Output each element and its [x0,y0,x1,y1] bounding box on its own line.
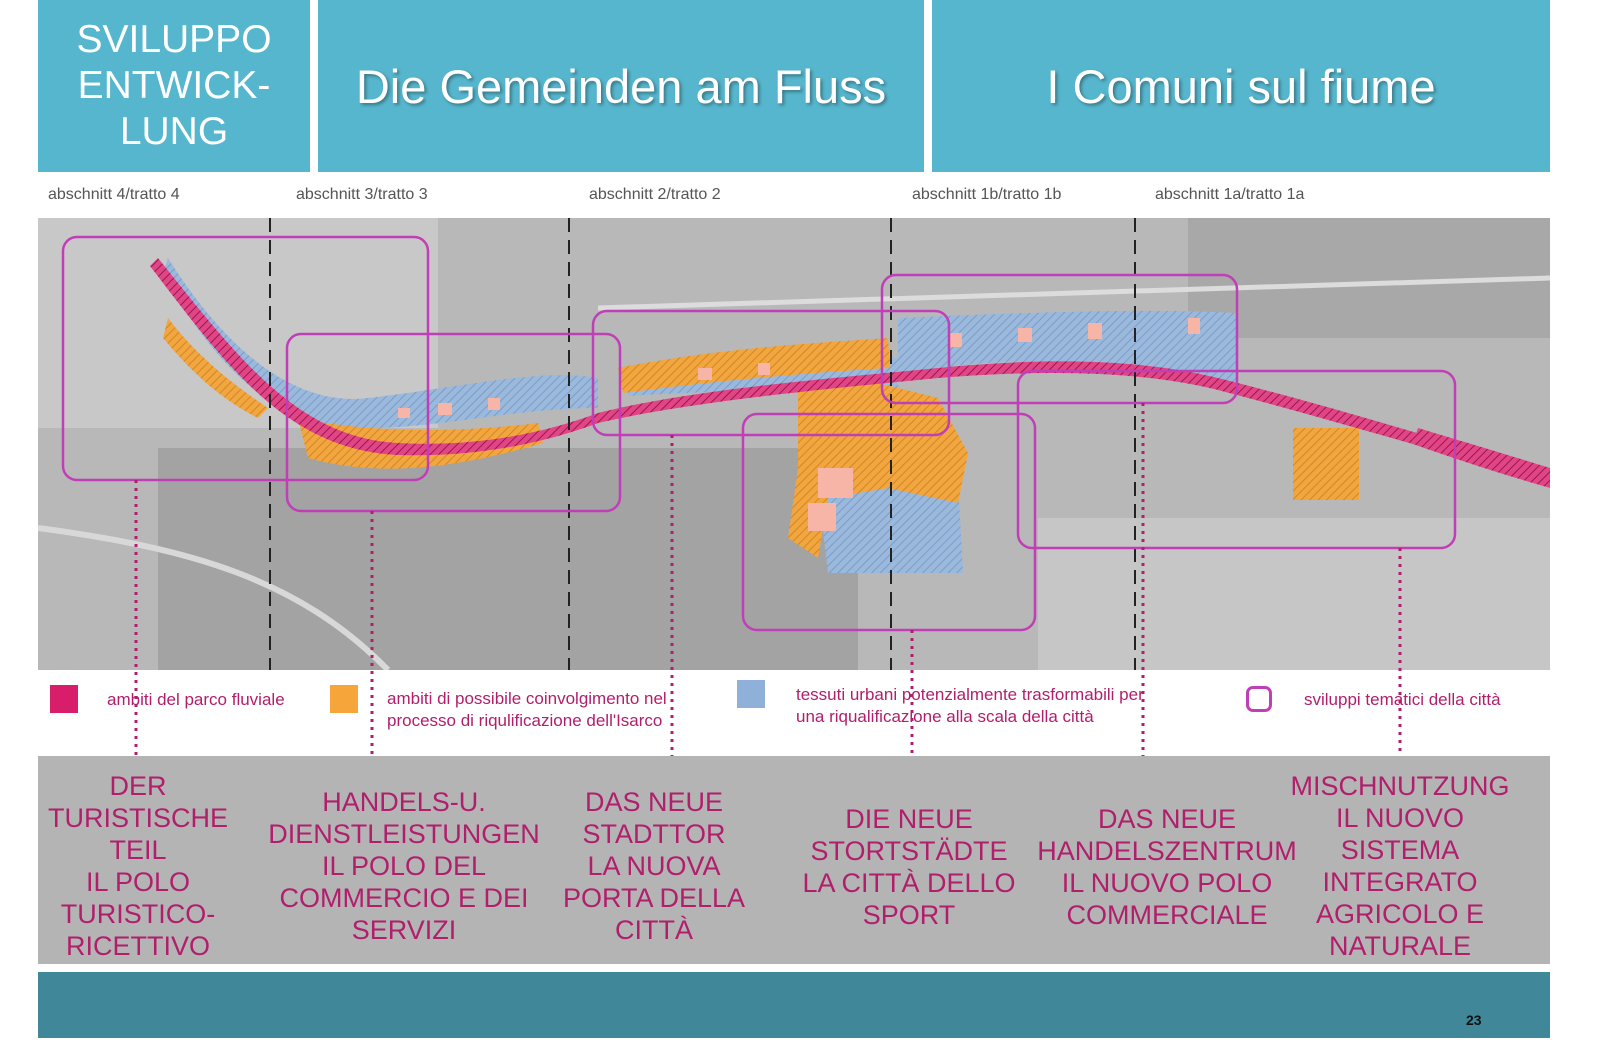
caption-line: RICETTIVO [65,931,210,961]
caption-line: CITTÀ [615,915,693,945]
caption-line: IL NUOVO POLO [1061,868,1273,898]
caption-line: SERVIZI [351,915,457,945]
legend-line: sviluppi tematici della città [1304,690,1501,709]
map-fields-se [1038,518,1550,670]
legend-line: processo di riqulificazione dell'Isarco [387,711,663,730]
building [698,368,712,380]
legend-swatch-involvement [330,685,358,713]
section-title-line-2: ENTWICK- [77,64,271,107]
aerial-map [38,218,1550,670]
building [438,403,452,415]
building [488,398,500,410]
building [758,363,770,375]
caption-line: IL POLO DEL [321,851,487,881]
building [1088,323,1102,339]
caption-line: DIE NEUE [845,804,973,834]
caption-sport [786,803,1032,931]
caption-line: HANDELS-U. [322,787,486,817]
title-italian-text: I Comuni sul fiume [1046,59,1436,113]
caption-line: DAS NEUE [1097,804,1237,834]
title-german [318,0,924,172]
legend-line: una riqualificazione alla scala della città [796,707,1094,726]
footer-bar [38,972,1550,1038]
building [818,468,853,498]
legend-label-urban-fabric [796,684,1144,728]
caption-line: COMMERCIALE [1066,900,1268,930]
caption-line: LA CITTÀ DELLO [802,868,1016,898]
caption-line: STORTSTÄDTE [810,836,1008,866]
legend-swatch-river-park [50,685,78,713]
involvement-area-east [1293,428,1359,500]
section-label-2: abschnitt 2/tratto 2 [589,186,721,203]
title-italian [932,0,1550,172]
caption-shopping [1020,803,1314,931]
caption-line: HANDELSZENTRUM [1037,836,1297,866]
section-title-line-3: LUNG [119,110,229,153]
legend-line: ambiti del parco fluviale [107,690,285,709]
section-label-1a: abschnitt 1a/tratto 1a [1155,186,1305,203]
building [1188,318,1200,334]
caption-commerce [252,786,556,946]
title-german-text: Die Gemeinden am Fluss [355,59,887,113]
legend-swatch-urban-fabric [737,680,765,708]
legend-line: tessuti urbani potenzialmente trasformabili per [796,685,1144,704]
caption-line: TURISTISCHE [47,803,228,833]
building [1018,328,1032,342]
caption-line: COMMERCIO E DEI [279,883,529,913]
caption-line: TEIL [109,835,167,865]
building [948,333,962,347]
legend-label-river-park [107,689,285,711]
caption-line: DIENSTLEISTUNGEN [268,819,540,849]
section-title [38,0,310,172]
caption-line: IL NUOVO [1335,803,1465,833]
caption-line: TURISTICO- [60,899,216,929]
caption-agricultural [1276,770,1524,962]
caption-line: SPORT [862,900,956,930]
caption-line: NATURALE [1328,931,1472,961]
building [398,408,410,418]
building [808,503,836,531]
page-number: 23 [1466,1012,1482,1028]
caption-line: LA NUOVA [587,851,721,881]
legend-line: ambiti di possibile coinvolgimento nel [387,689,667,708]
section-title-line-1: SVILUPPO [76,18,272,61]
section-label-3: abschnitt 3/tratto 3 [296,186,428,203]
caption-line: SISTEMA [1340,835,1460,865]
caption-line: INTEGRATO [1322,867,1478,897]
section-label-1b: abschnitt 1b/tratto 1b [912,186,1062,203]
caption-line: DAS NEUE [584,787,724,817]
caption-line: MISCHNUTZUNG [1290,771,1510,801]
caption-line: STADTTOR [582,819,726,849]
caption-line: DER [109,771,167,801]
caption-line: IL POLO [85,867,191,897]
legend-label-themes [1304,689,1501,711]
legend-label-involvement [387,688,667,732]
legend-swatch-themes [1246,686,1272,712]
caption-tourist [38,770,238,962]
caption-line: PORTA DELLA [562,883,746,913]
caption-line: AGRICOLO E [1315,899,1485,929]
caption-citygate [552,786,756,946]
section-label-4: abschnitt 4/tratto 4 [48,186,180,203]
map-town-area [158,448,858,670]
